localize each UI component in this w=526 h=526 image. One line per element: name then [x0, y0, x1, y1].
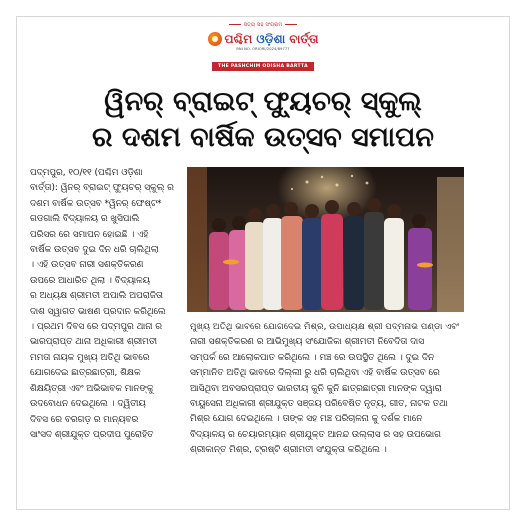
article-text-line: ସାଂସଦ ଶ୍ରୀଯୁକ୍ତ ପ୍ରଦୀପ ପୁରୋହିତ: [30, 429, 154, 440]
article-headline: [20, 84, 506, 156]
logo-word-3: ବାର୍ତ୍ତା: [289, 32, 319, 46]
article-text-line: ବାର୍ତ୍ତା): ୱିନର୍ ବ୍ରାଇଟ୍ ଫ୍ୟୁଚର୍ ସ୍କୁଲ୍ ର: [30, 183, 174, 194]
article-text-line: ର ଅଧ୍ୟକ୍ଷ ଶ୍ରୀମତୀ ଅପାଲି ଅପରାଜିତା: [30, 291, 163, 302]
event-photo-image: [187, 167, 464, 312]
article-text-line: ସମ୍ପର୍କ ରେ ଆଲୋକପାତ କରିଥିଲେ । ମଞ୍ଚ ରେ ଉପସ୍ଥିତ ଥିଲେ । ଦୁଇ ଦିନ: [190, 352, 435, 363]
article-text-line: ଦଶମ ବାର୍ଷିକ ଉତ୍ସବ *ୱିନର୍ ଫେଷ୍ଟ*: [30, 198, 162, 209]
logo-word-1: ପଶ୍ଚିମ: [224, 32, 253, 46]
article-text-line: ଦାଶ ସ୍ୱାଗତ ଭାଷଣ ପ୍ରଦାନ କରିଥିଲେ: [30, 306, 166, 317]
article-text-line: ନାରୀ ସଶକ୍ତିକରଣ ର ଆଭିମୁଖ୍ୟ ସଂଯୋଜିକା ଶ୍ରୀମତୀ ନିବେଦିତା ଦାସ: [190, 337, 424, 348]
article-text-line: ପରିସର ରେ ସମାପନ ହୋଇଛି । ଏହି: [30, 229, 149, 240]
tagline-rule-left: [229, 24, 241, 25]
event-photo: [187, 167, 464, 312]
article-text-line: ଭାରପ୍ରାପ୍ତ ଥାନା ଅଧିକାରୀ ଶ୍ରୀମତୀ: [30, 337, 158, 348]
masthead: [0, 22, 526, 71]
tagline-text: ସତ୍ୟ ସହ ସଂଗ୍ରାମ: [243, 22, 283, 28]
article-text-line: ବାୟୁସେନା ଅଧିକାରୀ ଶ୍ରୀଯୁକ୍ତ ସଞ୍ଜୟ ପରିବେଷିତ ନୃତ୍ୟ, ଗୀତ, ନାଟକ ତଥା: [190, 399, 448, 410]
article-text-line: । ପ୍ରଥମ ଦିବସ ରେ ପଦ୍ମପୁର ଥାନା ର: [30, 322, 162, 333]
article-column-left: [30, 166, 180, 474]
article-column-right: [190, 320, 464, 490]
article-text-line: ମମତା ନାୟକ ମୁଖ୍ୟ ଅତିଥି ଭାବରେ: [30, 352, 150, 363]
article-text-line: ଯୋଗଦେଇ ଛାତ୍ରଛାତ୍ରୀ, ଶିକ୍ଷକ: [30, 368, 141, 379]
article-text-line: ଦିବସ ରେ ବରଗଡ଼ ର ମାନ୍ୟବର: [30, 414, 139, 425]
article-text-line: ପଦ୍ମପୁର, ୧୦/୧୧ (ପଶ୍ଚିମ ଓଡ଼ିଶା: [30, 168, 143, 178]
sun-emblem-icon: [208, 32, 222, 46]
article-text-line: ଆସିଥିବା ଅବସରପ୍ରାପ୍ତ ଭାରତୀୟ କୁନି କୁନି ଛାତ୍ରଛାତ୍ରୀ ମାନଙ୍କ ଦ୍ୱାରା: [190, 383, 442, 394]
logo-wordmark: [225, 32, 319, 46]
article-text-line: ସମ୍ମାନିତ ଅତିଥି ଭାବରେ ଦିଲ୍ଲୀ ରୁ ଧରି ଚାଲିଥିବା ଏହି ବାର୍ଷିକ ଉତ୍ସବ ରେ: [190, 368, 440, 379]
headline-line-1: ୱିନର୍ ବ୍ରାଇଟ୍ ଫ୍ୟୁଚର୍ ସ୍କୁଲ୍: [104, 86, 422, 117]
article-text-line: ବାର୍ଷିକ ଉତ୍ସବ ଦୁଇ ଦିନ ଧରି ଚାଲିଥିଲା: [30, 245, 159, 256]
article-text-line: ବିଦ୍ୟାଳୟ ର ଚେୟାରମ୍ୟାନ ଶ୍ରୀଯୁକ୍ତ ଆନନ୍ଦ ଉଲ୍ଲାସ ର ସହ ଉପଭୋଗ: [190, 429, 441, 440]
article-text-line: ଉପରେ ଆଧାରିତ ଥିଲା । ବିଦ୍ୟାଳୟ: [30, 275, 150, 286]
masthead-tagline: [0, 22, 526, 29]
article-text-line: ଗଡଗାଲି ବିଦ୍ୟାଳୟ ର ଖୁସିପାଲି: [30, 214, 140, 225]
logo-word-2: ଓଡ଼ିଶା: [256, 32, 286, 46]
logo-english-banner: THE PASHCHIM ODISHA BARTTA: [212, 62, 314, 71]
article-text-line: ଶ୍ରୀକାନ୍ତ ମିଶ୍ର, ଟ୍ରଷ୍ଟି ଶ୍ରୀମତୀ ସଂଯୁକ୍ତା କରିଥିଲେ ।: [190, 445, 387, 456]
article-text-line: ଉଦବୋଧନ ଦେଇଥିଲେ । ଦ୍ୱିତୀୟ: [30, 399, 146, 410]
article-text-line: ଶିକ୍ଷୟିତ୍ରୀ ଏବଂ ଅଭିଭାବକ ମାନଙ୍କୁ: [30, 383, 154, 394]
headline-line-2: ର ଦଶମ ବାର୍ଷିକ ଉତ୍ସବ ସମାପନ: [92, 122, 434, 153]
article-text-line: । ଏହି ଉତ୍ସବ ନାରୀ ସଶକ୍ତିକରଣ: [30, 260, 144, 271]
tagline-rule-right: [285, 24, 297, 25]
logo-registration: RNI NO. ORIORI/2024/89777: [236, 47, 290, 51]
newspaper-logo: [0, 31, 526, 47]
article-text-line: ମୁଖ୍ୟ ଅତିଥି ଭାବରେ ଯୋଗଦେଇ ମିଶ୍ର, ଉପାଧ୍ୟକ୍ଷ ଶ୍ରୀ ପଦ୍ମନାଭ ପଣ୍ଡା ଏବଂ: [190, 322, 460, 332]
article-text-line: ମିଶ୍ର ଯୋଗ ଦେଇଥିଲେ । ତାଙ୍କ ସହ ମଞ୍ଚ ପରିଚାଳନା କୁ ଦର୍ଶକ ମାନେ: [190, 414, 423, 425]
